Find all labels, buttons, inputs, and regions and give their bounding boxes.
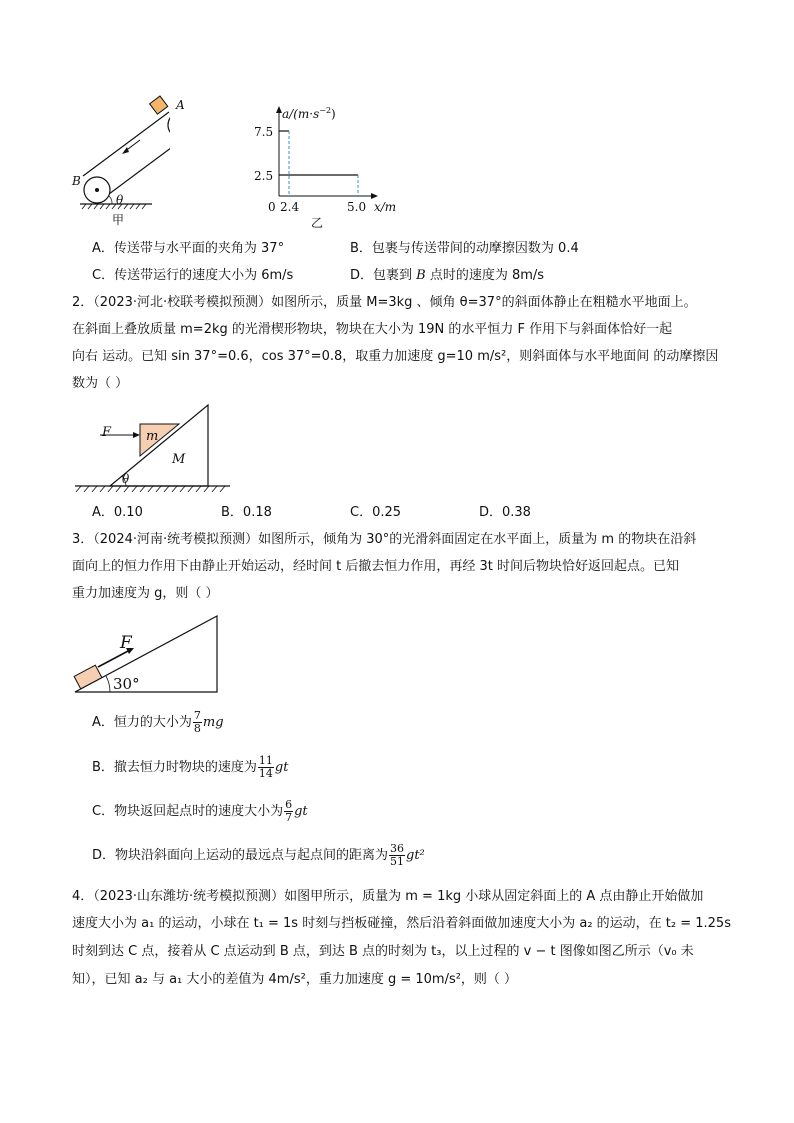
incline-figure — [70, 610, 225, 695]
label-b: B — [72, 174, 81, 188]
label-theta-2: θ — [122, 472, 130, 486]
wedge-figure — [70, 400, 240, 495]
q4-stem-line4: 知），已知 a₂ 与 a₁ 大小的差值为 4m/s²，重力加速度 g = 10m/s²，则（ ） — [72, 972, 518, 987]
q3-option-b[interactable]: B．撤去恒力时物块的速度为 $\frac{11}{14}$ gt — [92, 754, 289, 780]
q3-option-d[interactable]: D．物块沿斜面向上运动的最远点与起点间的距离为 $\frac{36}{51}$ gt² — [92, 842, 425, 868]
q2-option-c[interactable]: C．0.25 — [350, 505, 402, 520]
label-angle-30: 30° — [113, 675, 140, 693]
x-tick-5-0: 5.0 — [347, 200, 367, 214]
q2-stem-line2: 在斜面上叠放质量 m=2kg 的光滑楔形物块，物块在大小为 19N 的水平恒力 F 作用下与斜面体恰好一起 — [72, 322, 673, 337]
q2-option-b[interactable]: B．0.18 — [221, 505, 272, 520]
label-big-m: M — [172, 452, 186, 467]
q2-option-a[interactable]: A．0.10 — [92, 505, 143, 520]
q1-option-a[interactable]: A．传送带与水平面的夹角为 37° — [92, 241, 285, 256]
label-small-m: m — [146, 429, 159, 444]
q4-stem-line2: 速度大小为 a₁ 的运动，小球在 t₁ = 1s 时刻与挡板碰撞，然后沿着斜面做加速度大小为 a₂ 的运动，在 t₂ = 1.25s — [72, 916, 731, 931]
caption-jia: 甲 — [112, 213, 125, 227]
conveyor-figure — [60, 90, 170, 220]
y-tick-2-5: 2.5 — [254, 169, 274, 183]
q2-option-d[interactable]: D．0.38 — [479, 505, 531, 520]
q2-stem-line1: 2．（2023·河北·校联考模拟预测）如图所示，质量 M=3kg 、倾角 θ=37°的斜面体静止在粗糙水平地面上。 — [72, 295, 697, 310]
q3-stem-line2: 面向上的恒力作用下由静止开始运动，经时间 t 后撤去恒力作用，再经 3t 时间后物块恰好返回起点。已知 — [72, 559, 679, 574]
q3-option-c[interactable]: C．物块返回起点时的速度大小为 $\frac{6}{7}$ gt — [92, 798, 308, 824]
caption-yi: 乙 — [311, 216, 324, 230]
q1-option-d[interactable]: D．包裹到 B 点时的速度为 8m/s — [350, 268, 545, 283]
q2-stem-line4: 数为（ ） — [72, 376, 129, 391]
label-a: A — [176, 98, 185, 112]
y-tick-7-5: 7.5 — [254, 125, 274, 139]
q4-stem-line3: 时刻到达 C 点，接着从 C 点运动到 B 点，到达 B 点的时刻为 t₃，以上过程的 v − t 图像如图乙所示（v₀ 未 — [72, 944, 694, 959]
graph-y-label: $a/(m\cdot s^{-2})$ — [282, 106, 336, 121]
label-theta: θ — [116, 193, 124, 207]
label-force-f: F — [102, 425, 112, 440]
graph-origin: 0 — [268, 200, 276, 214]
label-force-f-3: F — [120, 633, 132, 653]
q3-stem-line1: 3．（2024·河南·统考模拟预测）如图所示，倾角为 30°的光滑斜面固定在水平面上，质量为 m 的物块在沿斜 — [72, 532, 697, 547]
q2-stem-line3: 向右 运动。已知 sin 37°=0.6，cos 37°=0.8，取重力加速度 g=10 m/s²，则斜面体与水平地面间 的动摩擦因 — [72, 349, 719, 364]
q1-option-c[interactable]: C．传送带运行的速度大小为 6m/s — [92, 268, 294, 283]
x-tick-2-4: 2.4 — [280, 200, 300, 214]
q4-stem-line1: 4．（2023·山东潍坊·统考模拟预测）如图甲所示，质量为 m = 1kg 小球从固定斜面上的 A 点由静止开始做加 — [72, 889, 704, 904]
q3-stem-line3: 重力加速度为 g，则（ ） — [72, 586, 219, 601]
q3-option-a[interactable]: A．恒力的大小为 $\frac{7}{8}$ mg — [92, 709, 224, 735]
graph-x-label: x/m — [374, 200, 397, 214]
q1-option-b[interactable]: B．包裹与传送带间的动摩擦因数为 0.4 — [350, 241, 579, 256]
